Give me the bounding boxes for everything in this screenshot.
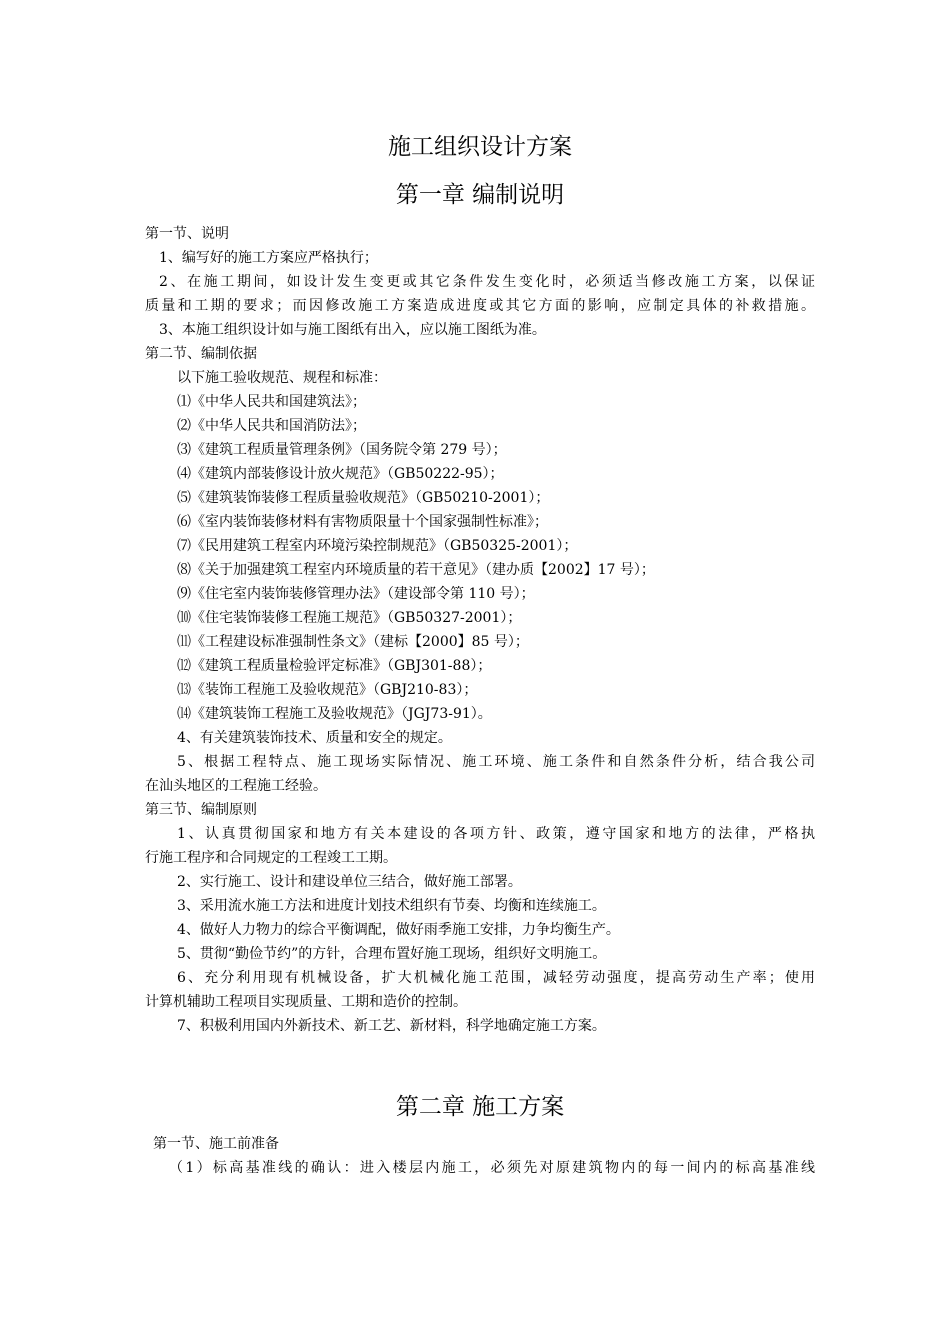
reference-item: ⑴《中华人民共和国建筑法》； (177, 394, 366, 410)
paragraph: 1、编写好的施工方案应严格执行； (159, 250, 378, 266)
paragraph: 在汕头地区的工程施工经验。 (145, 778, 327, 794)
reference-item: ⑺《民用建筑工程室内环境污染控制规范》（GB50325-2001）； (177, 538, 578, 554)
paragraph: 以下施工验收规范、规程和标准： (177, 370, 387, 386)
paragraph: 4、做好人力物力的综合平衡调配，做好雨季施工安排，力争均衡生产。 (177, 922, 620, 938)
chapter-1-heading: 第一章 编制说明 (395, 182, 565, 208)
reference-item: ⒀《装饰工程施工及验收规范》（GBJ210-83）； (177, 682, 478, 698)
paragraph: 5、贯彻“勤俭节约”的方针，合理布置好施工现场，组织好文明施工。 (177, 946, 607, 962)
reference-item: ⑵《中华人民共和国消防法》； (177, 418, 366, 434)
paragraph: 2、在施工期间，如设计发生变更或其它条件发生变化时，必须适当修改施工方案，以保证 (159, 274, 815, 290)
paragraph: 5、根据工程特点、施工现场实际情况、施工环境、施工条件和自然条件分析，结合我公司 (177, 754, 815, 770)
section-1-3-heading: 第三节、编制原则 (145, 802, 257, 818)
document-page (145, 130, 815, 1180)
section-1-1-heading: 第一节、说明 (145, 226, 229, 242)
paragraph: 7、积极利用国内外新技术、新工艺、新材料，科学地确定施工方案。 (177, 1018, 606, 1034)
section-1-2-heading: 第二节、编制依据 (145, 346, 257, 362)
reference-item: ⑷《建筑内部装修设计放火规范》（GB50222-95）； (177, 466, 504, 482)
reference-item: ⑼《住宅室内装饰装修管理办法》（建设部令第 110 号）； (177, 586, 535, 602)
paragraph: （1）标高基准线的确认：进入楼层内施工，必须先对原建筑物内的每一间内的标高基准线 (169, 1160, 815, 1176)
paragraph: 4、有关建筑装饰技术、质量和安全的规定。 (177, 730, 452, 746)
chapter-2-heading: 第二章 施工方案 (395, 1094, 565, 1120)
paragraph: 行施工程序和合同规定的工程竣工工期。 (145, 850, 397, 866)
reference-item: ⑹《室内装饰装修材料有害物质限量十个国家强制性标准》； (177, 514, 548, 530)
paragraph: 计算机辅助工程项目实现质量、工期和造价的控制。 (145, 994, 467, 1010)
reference-item: ⑿《建筑工程质量检验评定标准》（GBJ301-88）； (177, 658, 492, 674)
reference-item: ⑻《关于加强建筑工程室内环境质量的若干意见》（建办质【2002】17 号）； (177, 562, 655, 578)
reference-item: ⑶《建筑工程质量管理条例》（国务院令第 279 号）； (177, 442, 507, 458)
paragraph: 3、采用流水施工方法和进度计划技术组织有节奏、均衡和连续施工。 (177, 898, 606, 914)
paragraph: 1、认真贯彻国家和地方有关本建设的各项方针、政策，遵守国家和地方的法律，严格执 (177, 826, 815, 842)
document-title: 施工组织设计方案 (388, 134, 572, 160)
reference-item: ⑾《工程建设标准强制性条文》（建标【2000】85 号）； (177, 634, 529, 650)
reference-item: ⑽《住宅装饰装修工程施工规范》（GB50327-2001）； (177, 610, 522, 626)
paragraph: 2、实行施工、设计和建设单位三结合，做好施工部署。 (177, 874, 522, 890)
paragraph: 3、本施工组织设计如与施工图纸有出入，应以施工图纸为准。 (159, 322, 546, 338)
section-2-1-heading: 第一节、施工前准备 (153, 1136, 279, 1152)
paragraph: 质量和工期的要求；而因修改施工方案造成进度或其它方面的影响，应制定具体的补救措施。 (145, 298, 815, 314)
reference-item: ⑸《建筑装饰装修工程质量验收规范》（GB50210-2001）； (177, 490, 550, 506)
reference-item: ⒁《建筑装饰工程施工及验收规范》（JGJ73-91）。 (177, 706, 492, 722)
paragraph: 6、充分利用现有机械设备，扩大机械化施工范围，减轻劳动强度，提高劳动生产率；使用 (177, 970, 815, 986)
